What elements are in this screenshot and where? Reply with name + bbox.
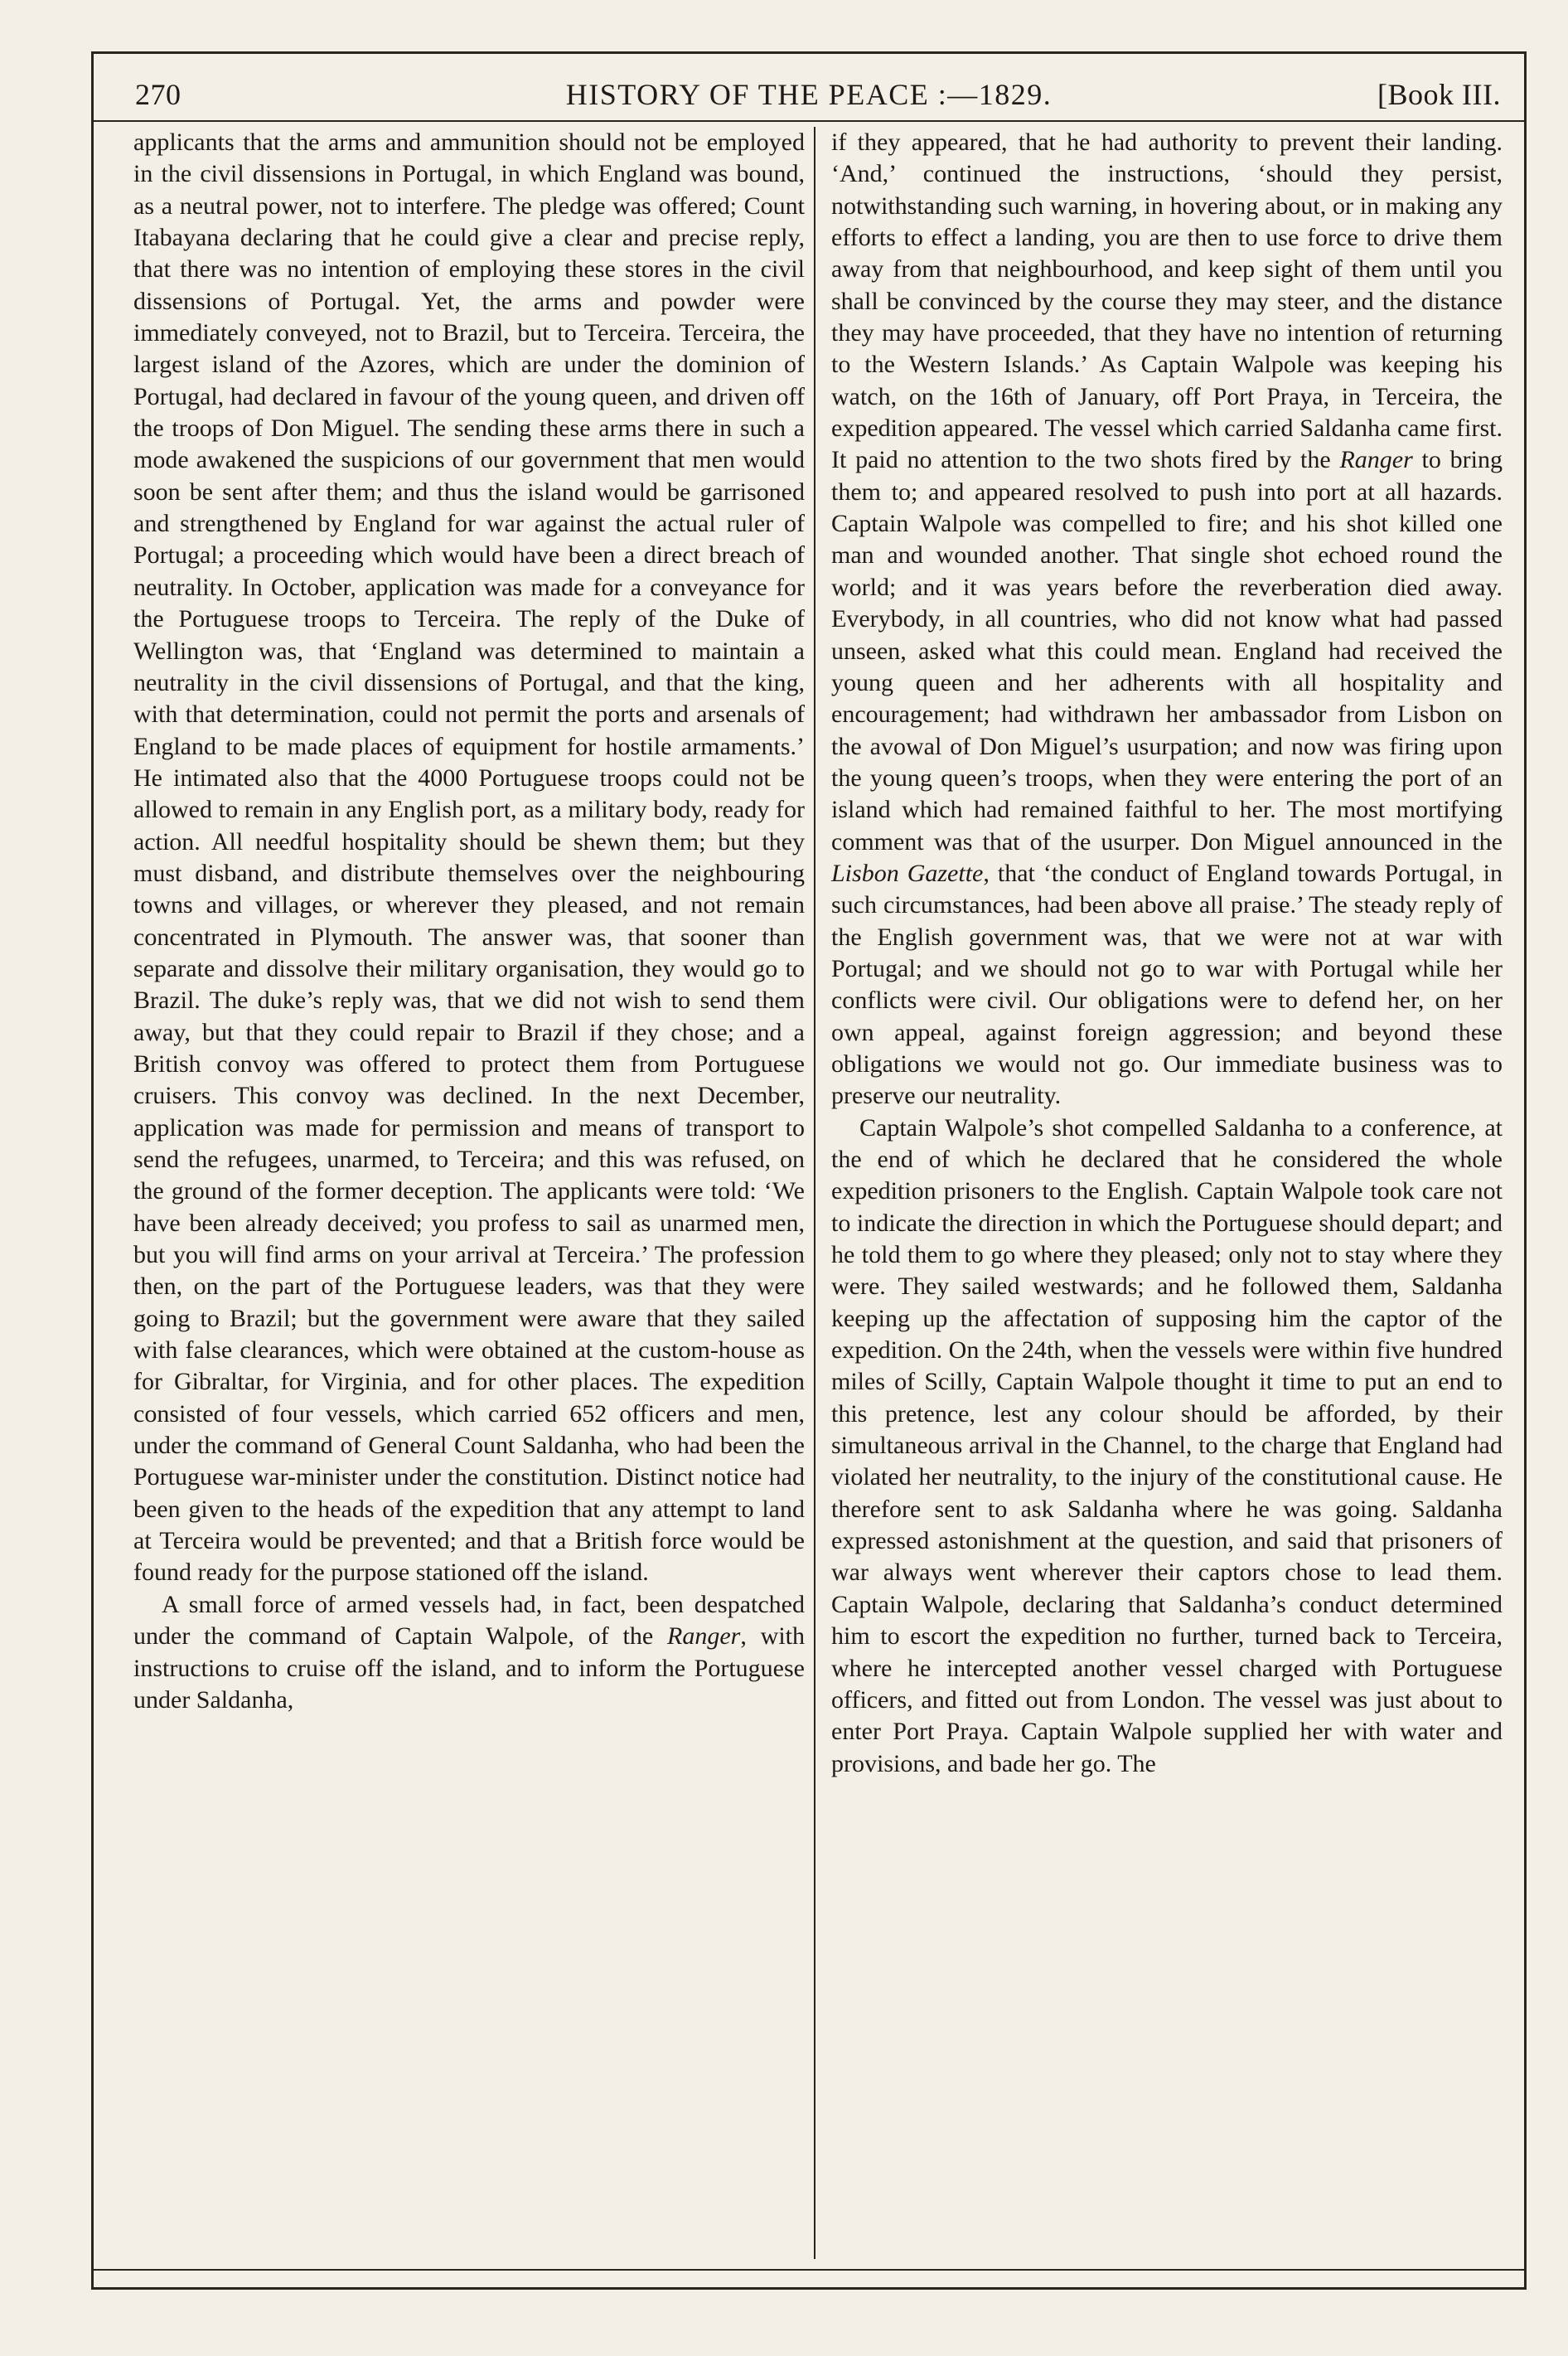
paragraph-text: Captain Walpole’s shot compelled Saldanha to a conference, at the end of which he declared that he considered the whole expedition prisoners to the English. Captain Walpole took care not to indicate the direction in which the Portuguese should depart; and he told them to go where they pleased; only not to stay where they were. They sailed westwards; and he followed them, Saldanha keeping up the affectation of supposing him the captor of the expedition. On the 24th, when the vessels were within five hundred miles of Scilly, Captain Walpole thought it time to put an end to this pretence, lest any colour should be afforded, by their simultaneous arrival in the Channel, to the charge that England had violated her neutrality, to the injury of the constitutional cause. He therefore sent to ask Saldanha where he was going. Saldanha expressed astonishment at the question, and said that prisoners of war always went wherever their captors chose to lead them. Captain Walpole, declaring that Saldanha’s conduct determined him to escort the expedition no further, turned back to Terceira, where he intercepted another vessel charged with Portuguese officers, and fitted out from London. The vessel was just about to enter Port Praya. Captain Walpole supplied her with water and provisions, and bade her go. The bbox=[831, 1113, 1503, 1777]
paragraph bbox=[831, 1113, 1503, 1780]
newspaper-name: Lisbon Gazette bbox=[831, 859, 984, 887]
running-title: HISTORY OF THE PEACE :—1829. bbox=[565, 78, 1053, 111]
ship-name: Ranger bbox=[1339, 446, 1413, 474]
ship-name: Ranger bbox=[667, 1622, 741, 1651]
text-columns bbox=[94, 127, 1524, 2259]
paragraph bbox=[831, 127, 1503, 1113]
paragraph-text: A small force of armed vessels had, in fact, been despatched under the command of Captain Walpole, of the bbox=[133, 1590, 805, 1651]
paragraph bbox=[133, 1589, 805, 1716]
running-head bbox=[94, 54, 1524, 122]
page-number: 270 bbox=[135, 78, 181, 111]
book-page bbox=[91, 51, 1527, 2290]
paragraph bbox=[133, 127, 805, 1589]
paragraph-text: , that ‘the conduct of England towards Portugal, in such circumstances, had been above all praise.’ The steady reply of the English government was, that we were not at war with Portugal; and we should not go to war with Portugal while her conflicts were civil. Our obligations were to defend her, on her own appeal, against foreign aggression; and beyond these obligations we would not go. Our immediate business was to preserve our neutrality. bbox=[831, 859, 1503, 1110]
paragraph-text: if they appeared, that he had authority to prevent their landing. ‘And,’ continued the instructions, ‘should they persist, notwithstanding such warning, in hovering about, or in making any efforts to effect a landing, you are then to use force to drive them away from that neighbourhood, and keep sight of them until you shall be convinced by the course they may steer, and the distance they may have proceeded, that they have no intention of returning to the Western Islands.’ As Captain Walpole was keeping his watch, on the 16th of January, off Port Praya, in Terceira, the expedition appeared. The vessel which carried Saldanha came first. It paid no attention to the two shots fired by the bbox=[831, 128, 1503, 474]
column-divider bbox=[814, 127, 815, 2259]
paragraph-text: to bring them to; and appeared resolved to push into port at all hazards. Captain Walpole was compelled to fire; and his shot killed one man and wounded another. That single shot echoed round the world; and it was years before the reverberation died away. Everybody, in all countries, who did not know what had passed unseen, asked what this could mean. England had received the young queen and her adherents with all hospitality and encouragement; had withdrawn her ambassador from Lisbon on the avowal of Don Miguel’s usurpation; and now was firing upon the young queen’s troops, when they were entering the port of an island which had remained faithful to her. The most mortifying comment was that of the usurper. Don Miguel announced in the bbox=[831, 446, 1503, 856]
paragraph-text: , with instructions to cruise off the island, and to inform the Portuguese under Saldanha, bbox=[133, 1622, 805, 1714]
book-label: [Book III. bbox=[1377, 78, 1501, 111]
left-column bbox=[133, 127, 805, 2259]
paragraph-text: applicants that the arms and ammunition should not be employed in the civil dissensions in Portugal, in which England was bound, as a neutral power, not to interfere. The pledge was offered; Count Itabayana declaring that he could give a clear and precise reply, that there was no intention of employing these stores in the civil dissensions of Portugal. Yet, the arms and powder were immediately conveyed, not to Brazil, but to Terceira. Terceira, the largest island of the Azores, which are under the dominion of Portugal, had declared in favour of the young queen, and driven off the troops of Don Miguel. The sending these arms there in such a mode awakened the suspicions of our government that men would soon be sent after them; and thus the island would be garrisoned and strengthened by England for war against the actual ruler of Portugal; a proceeding which would have been a direct breach of neutrality. In October, application was made for a conveyance for the Portuguese troops to Terceira. The reply of the Duke of Wellington was, that ‘England was determined to maintain a neutrality in the civil dissensions of Portugal, and that the king, with that determination, could not permit the ports and arsenals of England to be made places of equipment for hostile armaments.’ He intimated also that the 4000 Portuguese troops could not be allowed to remain in any English port, as a military body, ready for action. All needful hospitality should be shewn them; but they must disband, and distribute themselves over the neighbouring towns and villages, or wherever they pleased, and not remain concentrated in Plymouth. The answer was, that sooner than separate and dissolve their military organisation, they would go to Brazil. The duke’s reply was, that we did not wish to send them away, but that they could repair to Brazil if they chose; and a British convoy was offered to protect them from Portuguese cruisers. This convoy was declined. In the next December, application was made for permission and means of transport to send the refugees, unarmed, to Terceira; and this was refused, on the ground of the former deception. The applicants were told: ‘We have been already deceived; you profess to sail as unarmed men, but you will find arms on your arrival at Terceira.’ The profession then, on the part of the Portuguese leaders, was that they were going to Brazil; but the government were aware that they sailed with false clearances, which were obtained at the custom-house as for Gibraltar, for Virginia, and for other places. The expedition consisted of four vessels, which carried 652 officers and men, under the command of General Count Saldanha, who had been the Portuguese war-minister under the constitution. Distinct notice had been given to the heads of the expedition that any attempt to land at Terceira would be prevented; and that a British force would be found ready for the purpose stationed off the island. bbox=[133, 128, 805, 1587]
right-column bbox=[831, 127, 1503, 2259]
bottom-rule bbox=[94, 2269, 1524, 2271]
